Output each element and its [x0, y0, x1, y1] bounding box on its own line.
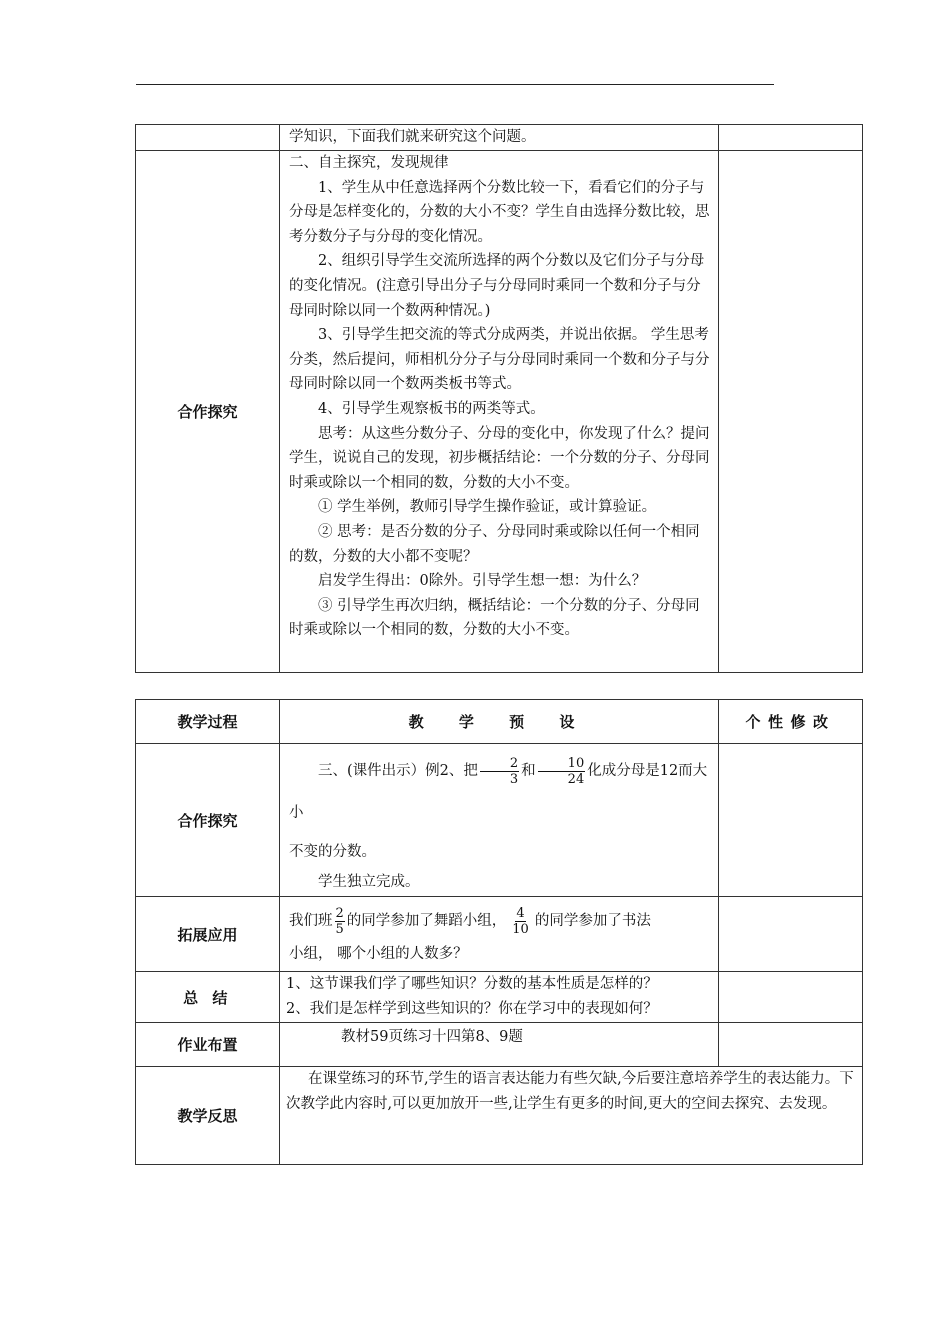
example-text-2: 和: [521, 763, 536, 779]
example-line-2: 不变的分数。: [289, 844, 376, 860]
lesson-table-bottom: [135, 699, 863, 1165]
summary-line-1: 1、这节课我们学了哪些知识？分数的基本性质是怎样的？: [286, 976, 658, 993]
step-1: 1、学生从中任意选择两个分数比较一下，看看它们的分子与分母是怎样变化的，分数的大小不变？学生自由选择分数比较，思考分数分子与分母的变化情况。: [289, 179, 710, 245]
point-2: ② 思考：是否分数的分子、分母同时乘或除以任何一个相同的数，分数的大小都不变呢？: [289, 523, 700, 565]
revision-cell: [719, 744, 863, 897]
section-label: 合作探究: [136, 151, 280, 673]
label-cell-empty: [136, 125, 280, 151]
inspire: 启发学生得出：0除外。引导学生想一想：为什么？: [318, 573, 647, 590]
homework-content: 教材59页练习十四第8、9题: [280, 1023, 719, 1067]
header-rule: [136, 84, 774, 85]
continuation-text: 学知识，下面我们就来研究这个问题。: [280, 125, 719, 151]
summary-line-2: 2、我们是怎样学到这些知识的？你在学习中的表现如何？: [286, 1001, 658, 1017]
revision-cell: [719, 1023, 863, 1067]
summary-content: [280, 972, 719, 1023]
reflection-text: 在课堂练习的环节,学生的语言表达能力有些欠缺,今后要注意培养学生的表达能力。下次教学此内容时,可以更加放开一些,让学生有更多的时间,更大的空间去探究、去发现。: [286, 1071, 854, 1112]
step-3: 3、引导学生把交流的等式分成两类，并说出依据。 学生思考分类，然后提问，师相机分分子与分母同时乘同一个数和分子与分母同时除以同一个数两类板书等式。: [289, 327, 710, 393]
lesson-table-top: [135, 124, 863, 673]
fraction: $\frac{4}{10}$: [512, 905, 529, 937]
application-line-2: 小组， 哪个小组的人数多？: [289, 946, 468, 962]
reflection-content: [280, 1067, 863, 1165]
revision-cell: [719, 151, 863, 673]
revision-cell: [719, 125, 863, 151]
example-content: [280, 744, 719, 897]
revision-cell: [719, 897, 863, 972]
example-text-3: 化成分母是12而大小: [289, 763, 708, 821]
section-label: 拓展应用: [136, 897, 280, 972]
header-revision: 个性修改: [719, 700, 863, 744]
header-plan: 教 学 预 设: [280, 700, 719, 744]
header-process: 教学过程: [136, 700, 280, 744]
fraction: $\frac{10}{24}$: [538, 756, 586, 787]
step-2: 2、组织引导学生交流所选择的两个分数以及它们分子与分母的变化情况。(注意引导出分子与分母同时乘同一个数和分子与分母同时除以同一个数两种情况。): [289, 253, 705, 319]
fraction: $\frac{2}{3}$: [480, 756, 519, 787]
section-label: 合作探究: [136, 744, 280, 897]
example-line-3: 学生独立完成。: [318, 874, 420, 890]
section-label: 总 结: [136, 972, 280, 1023]
application-content: [280, 897, 719, 972]
example-text-1: 三、(课件出示）例2、把: [318, 763, 478, 779]
section-label: 教学反思: [136, 1067, 280, 1165]
point-1: ① 学生举例，教师引导学生操作验证，或计算验证。: [318, 499, 657, 516]
thinking: 思考：从这些分数分子、分母的变化中，你发现了什么？提问学生，说说自己的发现，初步概括结论：一个分数的分子、分母同时乘或除以一个相同的数，分数的大小不变。: [289, 425, 710, 491]
point-3: ③ 引导学生再次归纳，概括结论：一个分数的分子、分母同时乘或除以一个相同的数，分数的大小不变。: [289, 597, 700, 639]
exploration-content: [280, 151, 719, 673]
revision-cell: [719, 972, 863, 1023]
example-line: [289, 750, 712, 834]
section-label: 作业布置: [136, 1023, 280, 1067]
step-4: 4、引导学生观察板书的两类等式。: [318, 400, 545, 417]
exploration-heading: 二、自主探究，发现规律: [289, 155, 449, 171]
application-line: 我们班 $\frac{2}{5}$ 的同学参加了舞蹈小组， $\frac{4}{10}$ 的同学参加了书法: [289, 905, 651, 937]
fraction: $\frac{2}{5}$: [335, 905, 344, 937]
